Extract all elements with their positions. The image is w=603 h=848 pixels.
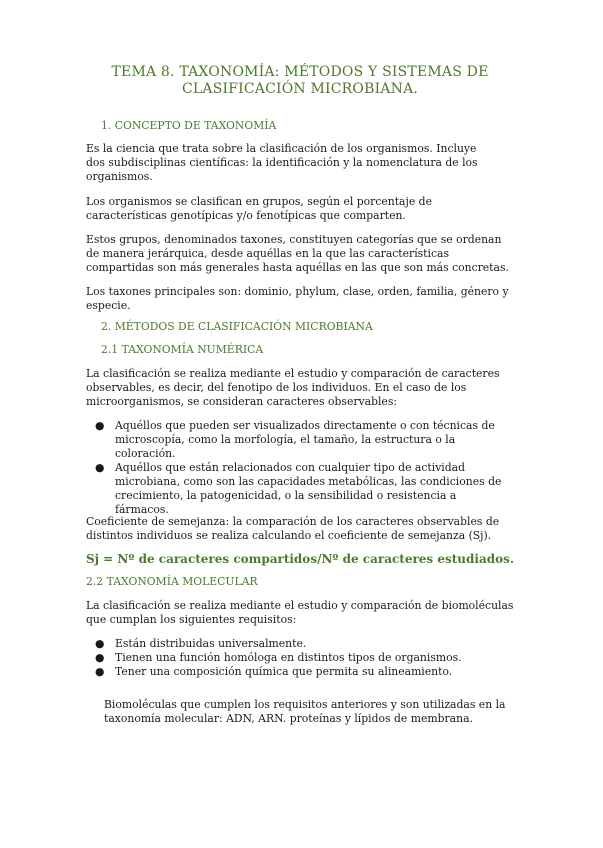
list-item: ● Tienen una función homóloga en distintos tipos de organismos.: [95, 651, 462, 664]
bullet-icon: ●: [95, 651, 105, 664]
bullet-list-requisitos: [86, 637, 526, 679]
bullet-list-caracteres: [86, 419, 506, 517]
bullet-icon: ●: [95, 419, 105, 432]
subsection-heading-molecular: 2.2 TAXONOMÍA MOLECULAR: [86, 575, 258, 588]
paragraph-grupos: Los organismos se clasifican en grupos, según el porcentaje de características genotípicas y/o fenotípicas que comparten.: [86, 195, 432, 222]
paragraph-taxones: Estos grupos, denominados taxones, constituyen categorías que se ordenan de manera jerárquica, desde aquéllas en la que las características compartidas son más generales hasta aquéllas en las que son más concretas.: [86, 233, 509, 274]
paragraph-taxones-principales: Los taxones principales son: dominio, phylum, clase, orden, familia, género y especie.: [86, 285, 509, 312]
bullet-icon: ●: [95, 665, 105, 678]
paragraph-biomoleculas: Biomoléculas que cumplen los requisitos anteriores y son utilizadas en la taxonomía molecular: ADN, ARN. proteínas y lípidos de membrana.: [104, 698, 506, 725]
list-item: ● Tener una composición química que permita su alineamiento.: [95, 665, 453, 678]
page-title: [60, 64, 540, 98]
list-item: ● Aquéllos que están relacionados con cualquier tipo de actividad microbiana, como son las capacidades metabólicas, las condiciones de crecimiento, la patogenicidad, o la sensibilidad o resistencia a fármacos.: [95, 461, 502, 516]
paragraph-definition: Es la ciencia que trata sobre la clasificación de los organismos. Incluye dos subdisciplinas científicas: la identificación y la nomenclatura de los organismos.: [86, 142, 478, 183]
bullet-icon: ●: [95, 461, 105, 474]
title-line-2: CLASIFICACIÓN MICROBIANA.: [181, 81, 419, 97]
bullet-icon: ●: [95, 637, 105, 650]
list-item: ● Están distribuidas universalmente.: [95, 637, 307, 650]
paragraph-numerica: La clasificación se realiza mediante el estudio y comparación de caracteres observables, es decir, del fenotipo de los individuos. En el caso de los microorganismos, se consideran caracteres observables:: [86, 367, 500, 408]
title-line-1: TEMA 8. TAXONOMÍA: MÉTODOS Y SISTEMAS DE: [111, 64, 489, 80]
section-heading-metodos: 2. MÉTODOS DE CLASIFICACIÓN MICROBIANA: [101, 320, 373, 333]
paragraph-coeficiente: Coeficiente de semejanza: la comparación de los caracteres observables de distintos individuos se realiza calculando el coeficiente de semejanza (Sj).: [86, 515, 500, 542]
subsection-heading-numerica: 2.1 TAXONOMÍA NUMÉRICA: [101, 343, 264, 356]
section-heading-concepto: 1. CONCEPTO DE TAXONOMÍA: [101, 119, 277, 132]
paragraph-molecular: La clasificación se realiza mediante el estudio y comparación de biomoléculas que cumplan los siguientes requisitos:: [86, 599, 514, 626]
formula-sj: Sj = Nº de caracteres compartidos/Nº de caracteres estudiados.: [86, 552, 515, 566]
list-item: ● Aquéllos que pueden ser visualizados directamente o con técnicas de microscopía, como la morfología, el tamaño, la estructura o la coloración.: [95, 419, 495, 460]
